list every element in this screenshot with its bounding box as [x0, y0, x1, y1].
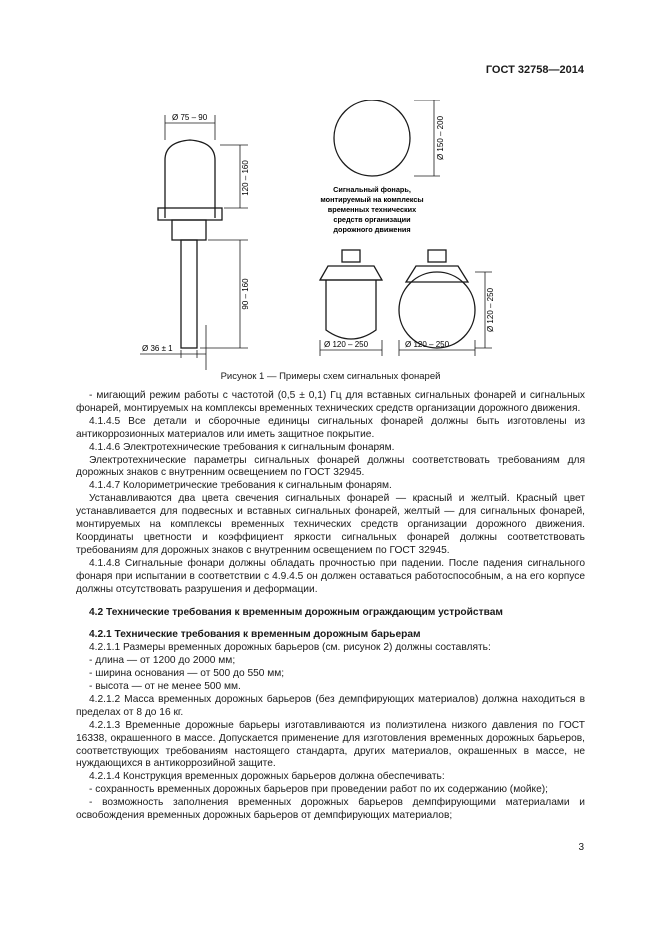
paragraph: 4.2.1.4 Конструкция временных дорожных барьеров должна обеспечивать: — [89, 771, 445, 783]
paragraph: 4.1.4.5 Все детали и сборочные единицы сигнальных фонарей должны быть изготовлены из антикоррозионных материалов или иметь защитное покрытие. — [76, 415, 585, 440]
lamp-schematics — [120, 100, 550, 370]
list-item: - ширина основания — от 500 до 550 мм; — [89, 668, 285, 680]
figure-note-line: Сигнальный фонарь, — [333, 185, 411, 194]
dim-ball: Ø 120 – 250 — [486, 287, 495, 333]
dim-lower-height: 90 – 160 — [241, 278, 250, 310]
page-number: 3 — [578, 842, 584, 853]
signal-circle — [334, 100, 410, 176]
lamp-collar — [172, 220, 206, 240]
paragraph: 4.2.1.2 Масса временных дорожных барьеров (без демпфирующих материалов) должна находиться в пределах от 8 до 16 кг. — [76, 693, 585, 718]
figure-note-line: временных технических — [327, 205, 417, 214]
list-item: - длина — от 1200 до 2000 мм; — [89, 655, 236, 667]
lamp-stem — [181, 240, 197, 348]
lamp-body-left — [165, 140, 215, 218]
paragraph: Устанавливаются два цвета свечения сигнальных фонарей — красный и желтый. Красный цвет устанавливается для подвесных и вставных сигнальных фонарей, желтый — для сигнальных фонарей, монтируемых на комплексы временных технических средств организации дорожного движения. Координаты цветности и коэффициент яркости сигнальных фонарей должны соответствовать требованиям для дорожных знаков с внутренним освещением по ГОСТ 32945. — [76, 493, 585, 556]
document-code: ГОСТ 32758—2014 — [485, 64, 584, 76]
list-item: - сохранность временных дорожных барьеров при проведении работ по их содержанию (мойке); — [89, 784, 549, 796]
dim-stem: Ø 36 ± 1 — [142, 344, 173, 353]
list-item: - возможность заполнения временных дорожных барьеров демпфирующими материалами и освобождения временных дорожных барьеров от демпфирующих материалов; — [76, 797, 585, 822]
figure-note-line: дорожного движения — [333, 225, 411, 234]
dim-base-left: Ø 120 – 250 — [324, 340, 369, 349]
cap-right — [428, 250, 446, 262]
signal-ball — [399, 272, 475, 348]
paragraph: 4.1.4.6 Электротехнические требования к сигнальным фонарям. — [89, 441, 395, 453]
dim-base-right: Ø 120 – 250 — [405, 340, 450, 349]
list-item: - высота — от не менее 500 мм. — [89, 681, 241, 693]
figure-caption: Рисунок 1 — Примеры схем сигнальных фонарей — [220, 371, 441, 382]
lamp-flange — [158, 208, 222, 220]
paragraph: 4.1.4.7 Колориметрические требования к сигнальным фонарям. — [89, 480, 392, 492]
subsection-heading: 4.2.1 Технические требования к временным дорожным барьерам — [89, 629, 421, 641]
paragraph: 4.2.1.3 Временные дорожные барьеры изготавливаются из полиэтилена низкого давления по ГОСТ 16338, окрашенного в массе. Допускается применение для изготовления временных дорожных барьеров, соответствующих требованиям настоящего стандарта, других материалов, окрашенных в массе, не нуждающихся в антикоррозийной защите. — [76, 719, 585, 770]
figure-note-line: средств организации — [333, 215, 411, 224]
figure-note-line: монтируемый на комплексы — [320, 195, 424, 204]
cap-left — [342, 250, 360, 262]
dome-left — [326, 280, 376, 339]
figure-1 — [120, 100, 550, 370]
dim-upper-height: 120 – 160 — [241, 160, 250, 196]
section-heading: 4.2 Технические требования к временным дорожным ограждающим устройствам — [89, 606, 503, 618]
paragraph: Электротехнические параметры сигнальных фонарей должны соответствовать требованиям для дорожных знаков с внутренним освещением по ГОСТ 32945. — [76, 454, 585, 479]
cone-left — [320, 266, 382, 280]
dim-top-width: Ø 75 – 90 — [172, 113, 208, 122]
paragraph: 4.1.4.8 Сигнальные фонари должны обладать прочностью при падении. После падения сигнального фонаря при испытании в соответствии с 4.9.4.5 он должен оставаться работоспособным, а на его корпусе должны отсутствовать разрушения и деформации. — [76, 557, 585, 595]
paragraph: 4.2.1.1 Размеры временных дорожных барьеров (см. рисунок 2) должны составлять: — [89, 642, 491, 654]
body-text — [76, 390, 585, 823]
paragraph: - мигающий режим работы с частотой (0,5 ± 0,1) Гц для вставных сигнальных фонарей и сигнальных фонарей, монтируемых на комплексы временных технических средств организации дорожного движения. — [76, 390, 585, 414]
dim-circle: Ø 150 – 200 — [436, 115, 445, 161]
